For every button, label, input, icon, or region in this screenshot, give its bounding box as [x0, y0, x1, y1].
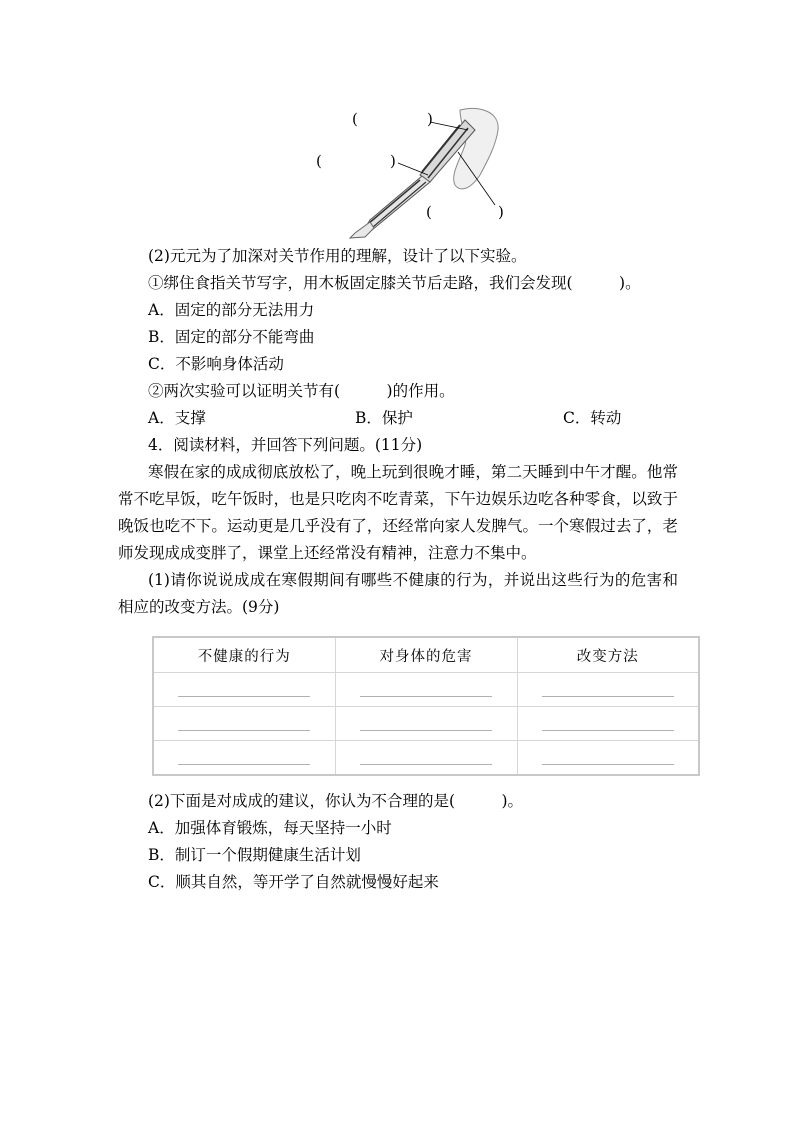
arm-joint-diagram	[310, 100, 510, 240]
table-header-row	[153, 637, 699, 673]
answer-blank[interactable]	[335, 673, 517, 707]
q4-sub1: (1)请你说说成成在寒假期间有哪些不健康的行为，并说出这些行为的危害和相应的改变方法。(9分)	[118, 571, 678, 616]
q2-sub1-option-c: C．不影响身体活动	[148, 355, 284, 373]
q4-material: 寒假在家的成成彻底放松了，晚上玩到很晚才睡，第二天睡到中午才醒。他常常不吃早饭，吃午饭时，也是只吃肉不吃青菜，下午边娱乐边吃各种零食，以致于晚饭也吃不下。运动更是几乎没有了，还经常向家人发脾气。一个寒假过去了，老师发现成成变胖了，课堂上还经常没有精神，注意力不集中。	[118, 463, 678, 562]
table-header-behavior: 不健康的行为	[153, 637, 335, 673]
blank-paren-open-1: (	[352, 110, 358, 128]
q2-sub2-option-b: B．保护	[355, 409, 413, 427]
q2-sub1: ①绑住食指关节写字，用木板固定膝关节后走路，我们会发现( )。	[148, 274, 641, 292]
answer-line	[178, 730, 310, 731]
q2-sub2-option-c: C．转动	[563, 409, 622, 427]
blank-paren-close-2: )	[390, 152, 396, 170]
answer-blank[interactable]	[335, 707, 517, 741]
q2-sub1-option-a: A．固定的部分无法用力	[148, 301, 315, 319]
answer-blank[interactable]	[517, 673, 699, 707]
answer-line	[178, 696, 310, 697]
q4-sub2: (2)下面是对成成的建议，你认为不合理的是( )。	[148, 792, 524, 810]
answer-blank[interactable]	[517, 707, 699, 741]
answer-line	[542, 730, 674, 731]
blank-paren-close-1: )	[427, 110, 433, 128]
q4-title: 4．阅读材料，并回答下列问题。(11分)	[148, 436, 423, 454]
table-row	[153, 707, 699, 741]
answer-line	[360, 730, 492, 731]
answer-blank[interactable]	[153, 707, 335, 741]
q4-sub2-option-b: B．制订一个假期健康生活计划	[148, 846, 361, 864]
table-row	[153, 741, 699, 776]
answer-line	[360, 696, 492, 697]
q4-sub2-option-a: A．加强体育锻炼，每天坚持一小时	[148, 819, 392, 837]
blank-paren-close-3: )	[498, 203, 504, 221]
q2-sub1-option-b: B．固定的部分不能弯曲	[148, 328, 315, 346]
q2-sub2-option-a: A．支撑	[148, 409, 206, 427]
blank-paren-open-2: (	[316, 152, 322, 170]
answer-line	[360, 764, 492, 765]
q2-sub2: ②两次实验可以证明关节有( )的作用。	[148, 382, 455, 400]
table-header-method: 改变方法	[517, 637, 699, 673]
q4-sub2-option-c: C．顺其自然，等开学了自然就慢慢好起来	[148, 873, 439, 891]
answer-blank[interactable]	[517, 741, 699, 776]
table-row	[153, 673, 699, 707]
arm-illustration	[310, 100, 510, 240]
table-header-harm: 对身体的危害	[335, 637, 517, 673]
answer-blank[interactable]	[153, 673, 335, 707]
blank-paren-open-3: (	[426, 203, 432, 221]
answer-blank[interactable]	[335, 741, 517, 776]
answer-line	[542, 764, 674, 765]
answer-blank[interactable]	[153, 741, 335, 776]
answer-table	[152, 636, 700, 776]
q2-intro: (2)元元为了加深对关节作用的理解，设计了以下实验。	[148, 247, 527, 265]
answer-line	[542, 696, 674, 697]
answer-line	[178, 764, 310, 765]
